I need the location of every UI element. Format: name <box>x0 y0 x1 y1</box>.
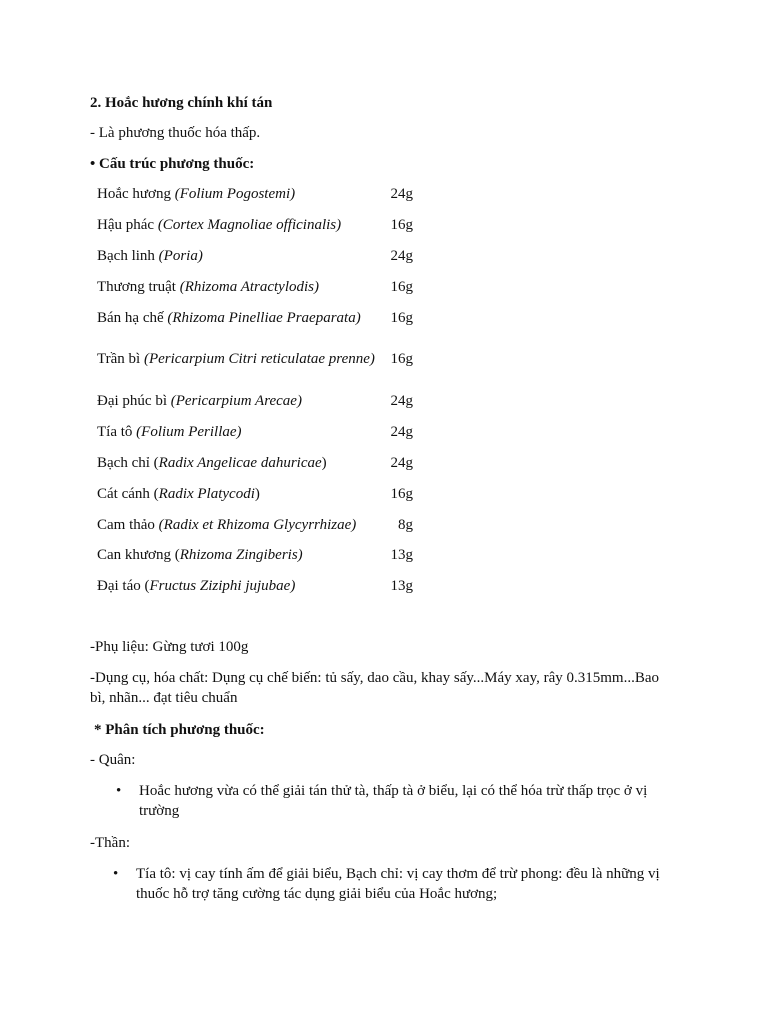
ingredient-quantity: 24g <box>390 454 413 471</box>
ingredient-latin-name: (Pericarpium Citri reticulatae prenne) <box>143 351 375 368</box>
ingredient-quantity: 24g <box>390 393 413 410</box>
ingredient-vietnamese-name: Đại phúc bì <box>97 393 171 410</box>
ingredient-row <box>97 302 413 333</box>
ingredient-name <box>97 333 375 386</box>
ingredient-row <box>97 540 413 571</box>
ingredient-vietnamese-name: Bán hạ chế <box>97 309 168 326</box>
ingredient-name <box>97 386 375 417</box>
than-bullet-text: Tía tô: vị cay tính ấm để giải biểu, Bạch chỉ: vị cay thơm để trừ phong: đều là những vị thuốc hỗ trợ tăng cường tác dụng giải biểu của Hoắc hương; <box>136 866 660 902</box>
ingredient-quantity: 16g <box>390 351 413 368</box>
ingredient-name <box>97 478 375 509</box>
structure-heading: • Cấu trúc phương thuốc: <box>90 156 255 172</box>
ingredient-row <box>97 417 413 448</box>
quan-bullet-text: Hoắc hương vừa có thể giải tán thử tà, thấp tà ở biểu, lại có thể hóa trừ thấp trọc ở vị trường <box>139 783 648 819</box>
ingredient-vietnamese-name: Can khương <box>97 547 175 564</box>
ingredient-row <box>97 478 413 509</box>
ingredient-latin-name: (Rhizoma Pinelliae Praeparata) <box>167 309 361 326</box>
phu-lieu-line: -Phụ liệu: Gừng tươi 100g <box>90 639 249 655</box>
bullet-icon: • <box>116 783 122 799</box>
ingredient-vietnamese-name: Bạch chỉ <box>97 454 154 471</box>
ingredient-quantity: 16g <box>390 485 413 502</box>
ingredient-latin-name: (Cortex Magnoliae officinalis) <box>157 217 342 234</box>
ingredient-quantity: 13g <box>390 578 413 595</box>
ingredient-quantity: 16g <box>390 278 413 295</box>
ingredient-name <box>97 448 375 479</box>
ingredient-row <box>97 448 413 479</box>
ingredient-quantity: 24g <box>390 186 413 203</box>
ingredient-quantity: 8g <box>398 516 413 533</box>
quan-label: - Quân: <box>90 752 136 768</box>
ingredient-name <box>97 271 375 302</box>
ingredient-name <box>97 210 375 241</box>
ingredient-latin-name: (Radix et Rhizoma Glycyrrhizae) <box>158 516 357 533</box>
ingredient-vietnamese-name: Hoắc hương <box>97 186 175 203</box>
dung-cu-paragraph: -Dụng cụ, hóa chất: Dụng cụ chế biến: tủ sấy, dao cầu, khay sấy...Máy xay, rây 0.315mm...Bao bì, nhãn... đạt tiêu chuẩn <box>90 670 660 706</box>
ingredient-row <box>97 271 413 302</box>
ingredient-paren-open: ( <box>174 547 180 564</box>
ingredient-vietnamese-name: Bạch linh <box>97 247 159 264</box>
ingredient-paren-close: ) <box>254 485 260 502</box>
ingredient-latin-name: (Folium Pogostemi) <box>174 186 296 203</box>
ingredient-name <box>97 417 375 448</box>
than-label: -Thần: <box>90 835 130 851</box>
ingredient-row <box>97 571 413 602</box>
ingredient-latin-name: Rhizoma Zingiberis) <box>179 547 303 564</box>
analysis-heading: * Phân tích phương thuốc: <box>94 722 265 738</box>
ingredient-paren-close: ) <box>321 454 327 471</box>
intro-line: - Là phương thuốc hóa thấp. <box>90 125 261 141</box>
ingredients-table <box>97 179 413 602</box>
ingredient-name <box>97 540 375 571</box>
ingredient-vietnamese-name: Đại táo <box>97 578 145 595</box>
ingredient-paren-open: ( <box>144 578 150 595</box>
ingredient-quantity: 16g <box>390 309 413 326</box>
ingredient-vietnamese-name: Trần bì <box>97 351 144 368</box>
ingredient-latin-name: (Pericarpium Arecae) <box>170 393 302 410</box>
ingredient-vietnamese-name: Tía tô <box>97 424 137 441</box>
ingredient-vietnamese-name: Cát cánh <box>97 485 154 502</box>
ingredient-row <box>97 179 413 210</box>
ingredient-vietnamese-name: Thương truật <box>97 278 180 295</box>
ingredient-quantity: 16g <box>390 217 413 234</box>
ingredient-name <box>97 179 375 210</box>
ingredient-name <box>97 571 375 602</box>
ingredient-quantity: 13g <box>390 547 413 564</box>
ingredient-name <box>97 302 375 333</box>
ingredient-paren-open: ( <box>153 485 159 502</box>
ingredient-latin-name: Fructus Ziziphi jujubae) <box>149 578 296 595</box>
ingredient-latin-name: Radix Angelicae dahuricae <box>158 454 322 471</box>
ingredient-quantity: 24g <box>390 247 413 264</box>
ingredient-vietnamese-name: Hậu phác <box>97 217 158 234</box>
ingredient-latin-name: (Rhizoma Atractylodis) <box>179 278 320 295</box>
ingredient-latin-name: (Poria) <box>158 247 203 264</box>
ingredient-row <box>97 333 413 386</box>
ingredient-name <box>97 241 375 272</box>
ingredient-row <box>97 509 413 540</box>
ingredient-quantity: 24g <box>390 424 413 441</box>
ingredient-row <box>97 241 413 272</box>
ingredient-vietnamese-name: Cam thảo <box>97 516 159 533</box>
bullet-icon: • <box>113 866 119 882</box>
ingredient-row <box>97 210 413 241</box>
ingredient-row <box>97 386 413 417</box>
ingredient-latin-name: (Folium Perillae) <box>136 424 242 441</box>
ingredient-name <box>97 509 375 540</box>
section-title: 2. Hoắc hương chính khí tán <box>90 95 273 111</box>
ingredient-latin-name: Radix Platycodi <box>158 485 255 502</box>
ingredient-paren-open: ( <box>153 454 159 471</box>
